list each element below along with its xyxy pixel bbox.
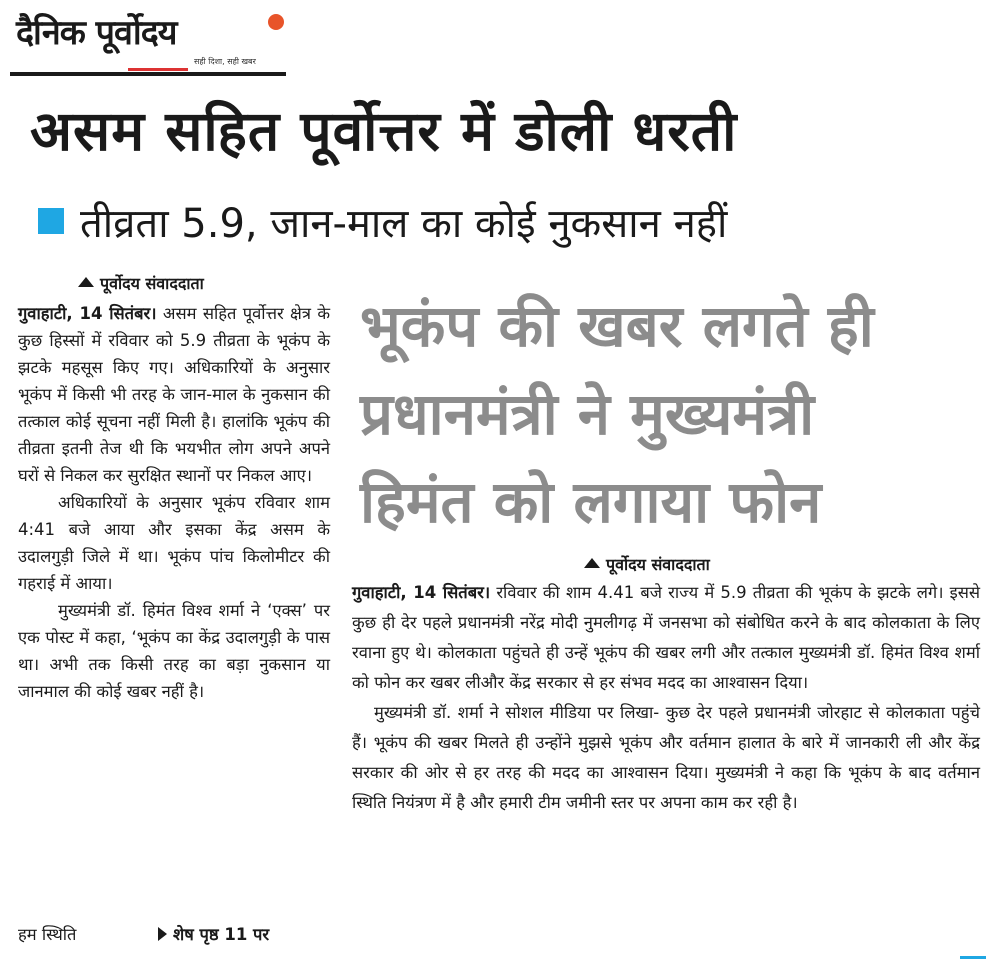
right-byline-text: पूर्वोदय संवाददाता xyxy=(606,555,710,574)
triangle-icon xyxy=(584,558,600,568)
square-bullet-icon xyxy=(38,208,64,234)
masthead-logo: दैनिक पूर्वोदय xyxy=(16,13,177,53)
right-paragraph-1-text: रविवार की शाम 4.41 बजे राज्य में 5.9 तीव्रता की भूकंप के झटके लगे। इससे कुछ ही देर पहले प्रधानमंत्री नरेंद्र मोदी नुमलीगढ़ में जनसभा को संबोधित करने के बाद कोलकाता के लिए रवाना हुए थे। कोलकाता पहुंचते ही उन्हें भूकंप की खबर लगी और तत्काल मुख्यमंत्री डॉ. हिमंत विश्व शर्मा को फोन कर खबर लीऔर केंद्र सरकार से हर संभव मदद का आश्वासन दिया। xyxy=(352,583,981,692)
right-paragraph-1 xyxy=(352,578,980,698)
left-paragraph-4-start: हम स्थिति xyxy=(18,925,77,944)
left-byline-text: पूर्वोदय संवाददाता xyxy=(100,274,204,293)
subheadline-block xyxy=(38,192,968,248)
right-paragraph-2: मुख्यमंत्री डॉ. शर्मा ने सोशल मीडिया पर लिखा- कुछ देर पहले प्रधानमंत्री जोरहाट से कोलकाता पहुंचे हैं। भूकंप की खबर मिलते ही उन्होंने मुझसे भूकंप और वर्तमान हालात के बारे में जानकारी ली और केंद्र सरकार की ओर से हर तरह की मदद का आश्वासन दिया। मुख्यमंत्री ने कहा कि भूकंप के बाद वर्तमान स्थिति नियंत्रण में है और हमारी टीम जमीनी स्तर पर अपना काम कर रही है। xyxy=(352,703,980,812)
left-paragraph-1 xyxy=(18,300,330,489)
left-paragraph-2: अधिकारियों के अनुसार भूकंप रविवार शाम 4:41 बजे आया और इसका केंद्र असम के उदालगुड़ी जिले में था। भूकंप पांच किलोमीटर की गहराई में आया। xyxy=(18,493,330,593)
masthead-rule xyxy=(10,72,286,76)
masthead-tagline: सही दिशा, सही खबर xyxy=(194,57,256,66)
left-paragraph-1-text: असम सहित पूर्वोत्तर क्षेत्र के कुछ हिस्सों में रविवार को 5.9 तीव्रता के भूकंप के झटके महसूस किए गए। अधिकारियों के अनुसार भूकंप में किसी भी तरह के जान-माल के नुकसान की तत्काल कोई सूचना नहीं मिली है। हालांकि भूकंप की तीव्रता इतनी तेज थी कि भयभीत लोग अपने अपने घरों से निकल कर सुरक्षित स्थानों पर निकल आए। xyxy=(18,304,330,485)
left-paragraph-3: मुख्यमंत्री डॉ. हिमंत विश्व शर्मा ने ‘एक्स’ पर एक पोस्ट में कहा, ‘भूकंप का केंद्र उदालगुड़ी के पास था। अभी तक किसी तरह का बड़ा नुकसान या जानमाल की कोई खबर नहीं है। xyxy=(18,601,330,701)
right-dateline: गुवाहाटी, 14 सितंबर। xyxy=(352,583,491,602)
arrow-right-icon xyxy=(158,927,167,941)
left-byline xyxy=(78,272,204,294)
pull-quote xyxy=(360,282,980,546)
continuation-line xyxy=(18,921,330,948)
continued-text: शेष पृष्ठ 11 पर xyxy=(173,925,270,944)
continued-reference xyxy=(158,921,269,948)
left-dateline: गुवाहाटी, 14 सितंबर। xyxy=(18,304,157,323)
headline: असम सहित पूर्वोत्तर में डोली धरती xyxy=(30,99,738,163)
logo-dot xyxy=(268,14,284,30)
subheadline: तीव्रता 5.9, जान-माल का कोई नुकसान नहीं xyxy=(80,201,728,247)
masthead xyxy=(10,6,290,72)
left-column xyxy=(18,300,330,705)
triangle-icon xyxy=(78,277,94,287)
pull-quote-line-3: हिमंत को लगाया फोन xyxy=(360,468,822,536)
corner-accent xyxy=(960,956,986,959)
right-byline xyxy=(584,553,710,575)
right-column xyxy=(352,578,980,818)
pull-quote-line-2: प्रधानमंत्री ने मुख्यमंत्री xyxy=(360,380,815,448)
masthead-accent-rule xyxy=(128,68,188,71)
pull-quote-line-1: भूकंप की खबर लगते ही xyxy=(360,292,874,360)
